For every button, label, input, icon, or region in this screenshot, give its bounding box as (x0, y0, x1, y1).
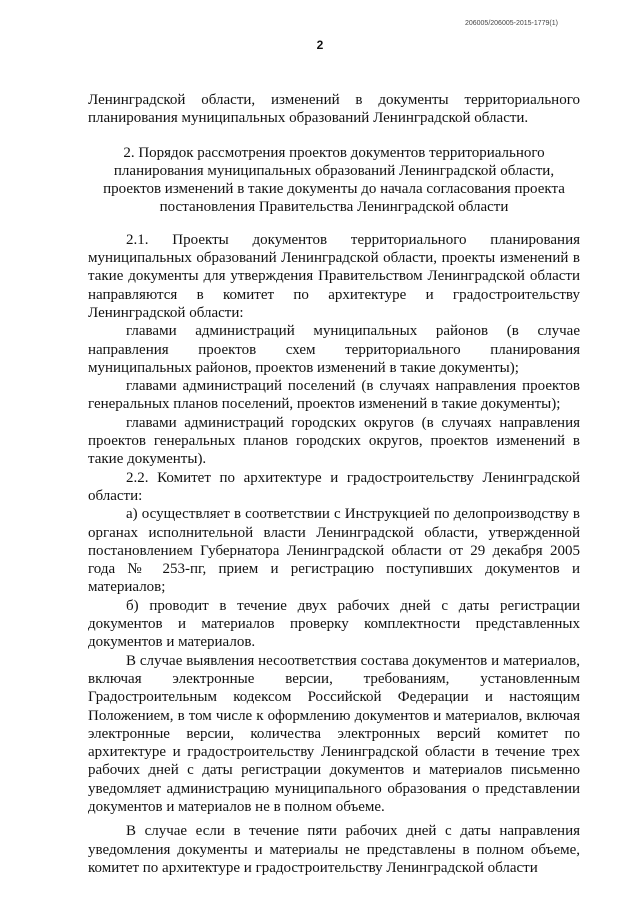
section-heading: 2. Порядок рассмотрения проектов документов территориального планирования муниципальных образований Ленинградской области, проектов изменений в такие документы до начала согласования проекта постановления Правительства Ленинградской области (103, 144, 565, 216)
paragraph-2-2-not-submitted: В случае если в течение пяти рабочих дней с даты направления уведомления документы и материалы не представлены в полном объеме, комитет по архитектуре и градостроительству Ленинградской области (88, 823, 580, 876)
paragraph-2-1-urban-districts: главами администраций городских округов (в случаях направления проектов генеральных планов городских округов, проектов изменений в такие документы). (88, 414, 580, 468)
paragraph-2-1-settlements: главами администраций поселений (в случаях направления проектов генеральных планов поселений, проектов изменений в такие документы); (88, 378, 580, 413)
paragraph-2-2-a: а) осуществляет в соответствии с Инструкцией по делопроизводству в органах исполнительной власти Ленинградской области, утвержденной постановлением Губернатора Ленинградской области от 29 декабря 2005 года № 253-пг, прием и регистрацию поступивших документов и материалов; (88, 506, 580, 596)
paragraph-2-2-b: б) проводит в течение двух рабочих дней с даты регистрации документов и материалов проверку комплектности представленных документов и материалов. (88, 597, 580, 651)
paragraph-2-2: 2.2. Комитет по архитектуре и градостроительству Ленинградской области: (88, 469, 580, 504)
paragraph-continuation: Ленинградской области, изменений в документы территориального планирования муниципальных образований Ленинградской области. (88, 92, 580, 127)
paragraph-2-1: 2.1. Проекты документов территориального планирования муниципальных образований Ленинградской области, проекты изменений в такие документы для утверждения Правительством Ленинградской области направляются в комитет по архитектуре и градостроительству Ленинградской области: (88, 231, 580, 321)
document-body (88, 91, 580, 877)
page-number: 2 (316, 38, 324, 52)
paragraph-2-2-mismatch: В случае выявления несоответствия состава документов и материалов, включая электронные версии, требованиям, установленным Градостроительным кодексом Российской Федерации и настоящим Положением, в том числе к оформлению документов и материалов, включая электронные версии, количества электронных версий комитет по архитектуре и градостроительству Ленинградской области в течение трех рабочих дней с даты регистрации документов и материалов письменно уведомляет администрацию муниципального образования о представлении документов и материалов не в полном объеме. (88, 652, 580, 815)
paragraph-2-1-districts: главами администраций муниципальных районов (в случае направления проектов схем территориального планирования муниципальных районов, проектов изменений в такие документы); (88, 323, 580, 376)
document-reference-number: 206005/206005-2015-1779(1) (464, 20, 558, 27)
